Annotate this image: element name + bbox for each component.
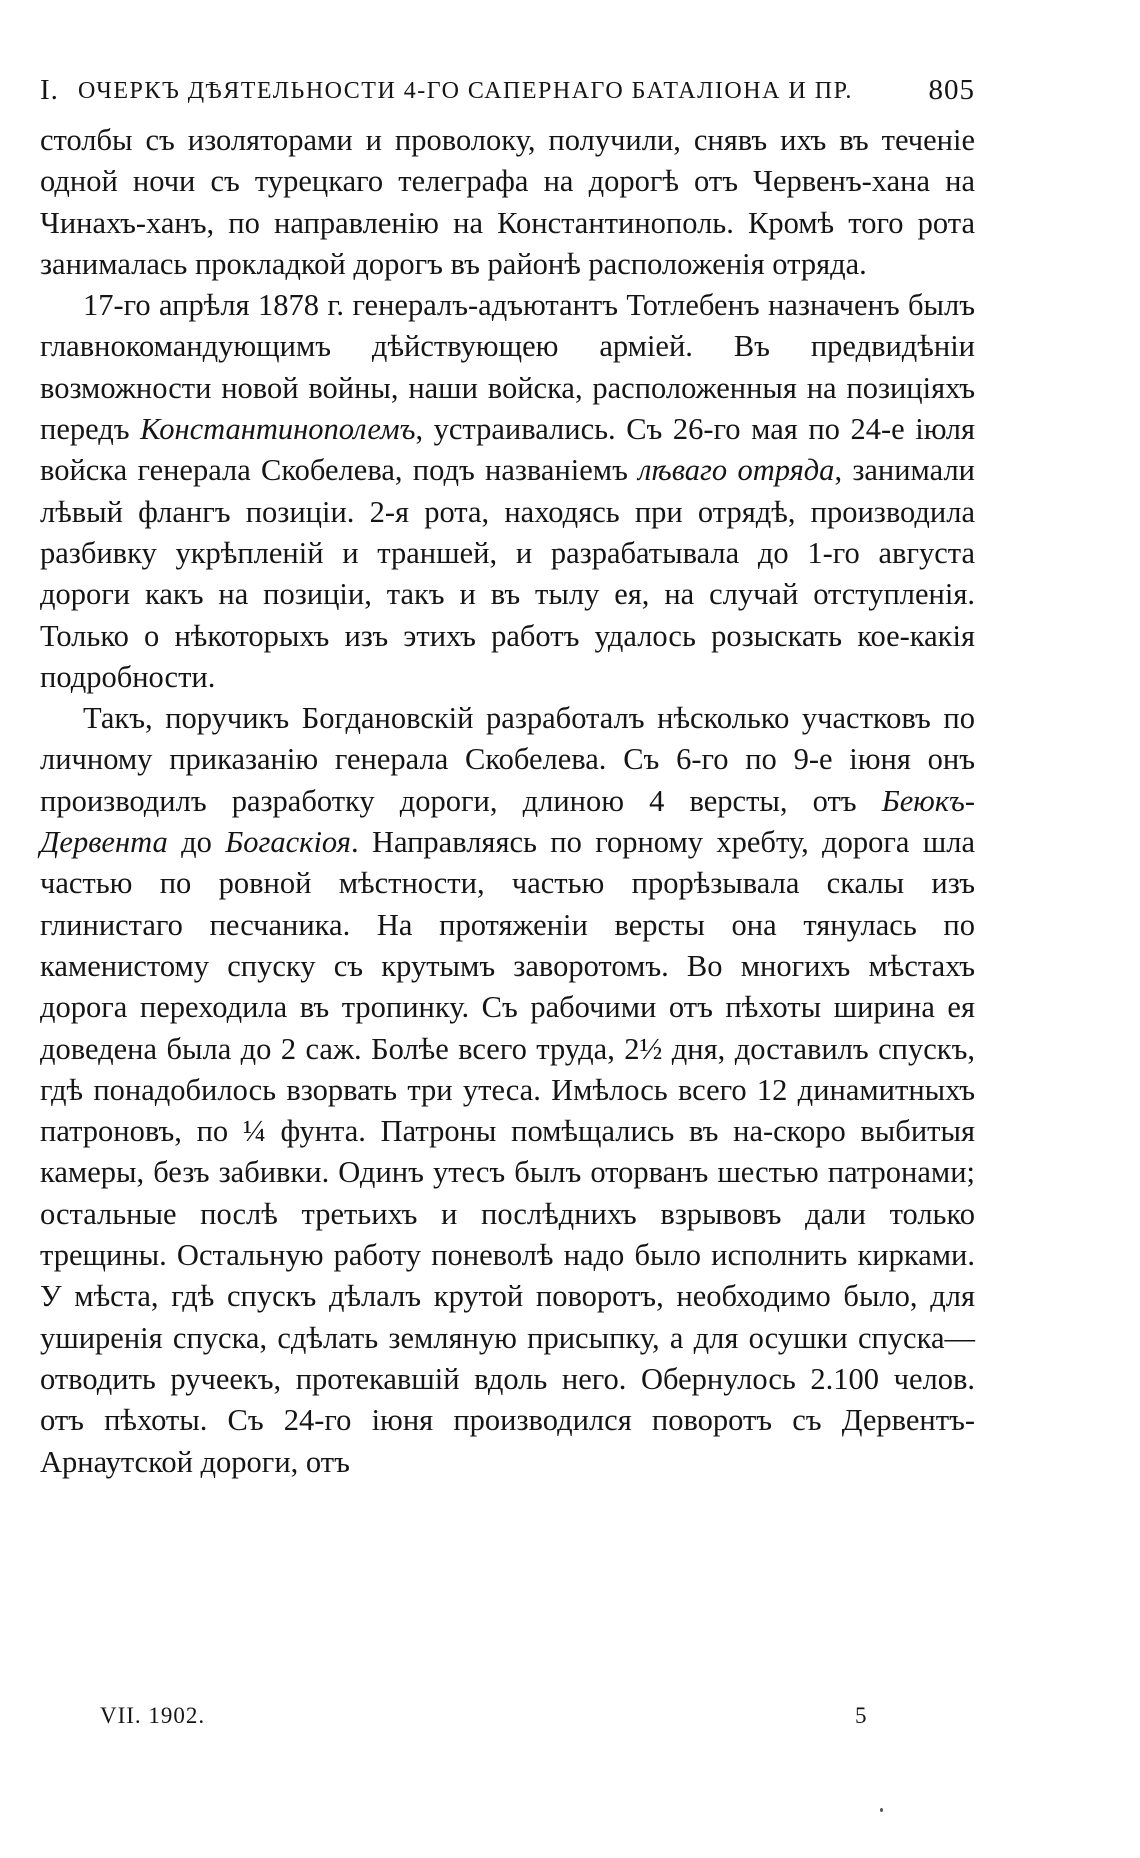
section-number: I. [40,74,59,106]
italic-phrase: Богаскіоя [225,825,351,860]
document-page [40,60,975,1483]
text-run: . Направляясь по горному хребту, дорога шла частью по ровной мѣстности, частью прорѣзывала скалы изъ глинистаго песчаника. На протяженіи версты она тянулась по каменистому спуску съ крутымъ заворотомъ. Во многихъ мѣстахъ дорога переходила въ тропинку. Съ рабочими отъ пѣхоты ширина ея доведена была до 2 саж. Болѣе всего труда, 2½ дня, доставилъ спускъ, гдѣ понадобилось взорвать три утеса. Имѣлось всего 12 динамитныхъ патроновъ, по ¼ фунта. Патроны помѣщались въ на-скоро выбитыя камеры, безъ забивки. Одинъ утесъ былъ оторванъ шестью патронами; остальные послѣ третьихъ и послѣднихъ взрывовъ дали только трещины. Остальную работу поневолѣ надо было исполнить кирками. У мѣста, гдѣ спускъ дѣлалъ крутой поворотъ, необходимо было, для уширенія спуска, сдѣлать земляную присыпку, а для осушки спуска—отводить ручеекъ, протекавшій вдоль него. Обернулось 2.100 челов. отъ пѣхоты. Съ 24-го іюня производился поворотъ съ Дервентъ-Арнаутской дороги, отъ [40,825,975,1479]
paragraph [40,698,975,1483]
italic-phrase: лѣваго отряда [638,453,835,488]
running-head [40,60,975,120]
page-number: 805 [928,74,975,106]
paragraph [40,285,975,698]
issue-year: VII. 1902. [100,1703,206,1728]
paragraph [40,120,975,285]
text-run: до [167,825,226,860]
text-run: , устраивались. Съ 26-го мая по 24-е іюля войска генерала Скобелева, подъ названіемъ [40,412,975,488]
print-speck [880,1808,883,1812]
body-text [40,120,975,1483]
italic-phrase: Константинополемъ [140,412,416,447]
italic-phrase: Беюкъ-Дервента [40,783,975,860]
text-run: , занимали лѣвый флангъ позиціи. 2-я рота, находясь при отрядѣ, производила разбивку укрѣпленій и траншей, и разрабатывала до 1-го августа дороги какъ на позиціи, такъ и въ тылу ея, на случай отступленія. Только о нѣкоторыхъ изъ этихъ работъ удалось розыскать кое-какія подробности. [40,453,975,694]
running-title: ОЧЕРКЪ ДѢЯТЕЛЬНОСТИ 4-ГО САПЕРНАГО БАТАЛІОНА И ПР. [78,78,853,104]
text-run: Такъ, поручикъ Богдановскій разработалъ нѣсколько участковъ по личному приказанію генерала Скобелева. Съ 6-го по 9-е іюня онъ производилъ разработку дороги, длиною 4 версты, отъ [40,701,975,818]
text-run: 17-го апрѣля 1878 г. генералъ-адъютантъ Тотлебенъ назначенъ былъ главнокомандующимъ дѣйствующею арміей. Въ предвидѣніи возможности новой войны, наши войска, расположенныя на позиціяхъ передъ [40,288,975,447]
text-run: столбы съ изоляторами и проволоку, получили, снявъ ихъ въ теченіе одной ночи съ турецкаго телеграфа на дорогѣ отъ Червенъ-хана на Чинахъ-ханъ, по направленію на Константинополь. Кромѣ того рота занималась прокладкой дорогъ въ районѣ расположенія отряда. [40,123,975,281]
signature-mark: 5 [855,1703,868,1728]
